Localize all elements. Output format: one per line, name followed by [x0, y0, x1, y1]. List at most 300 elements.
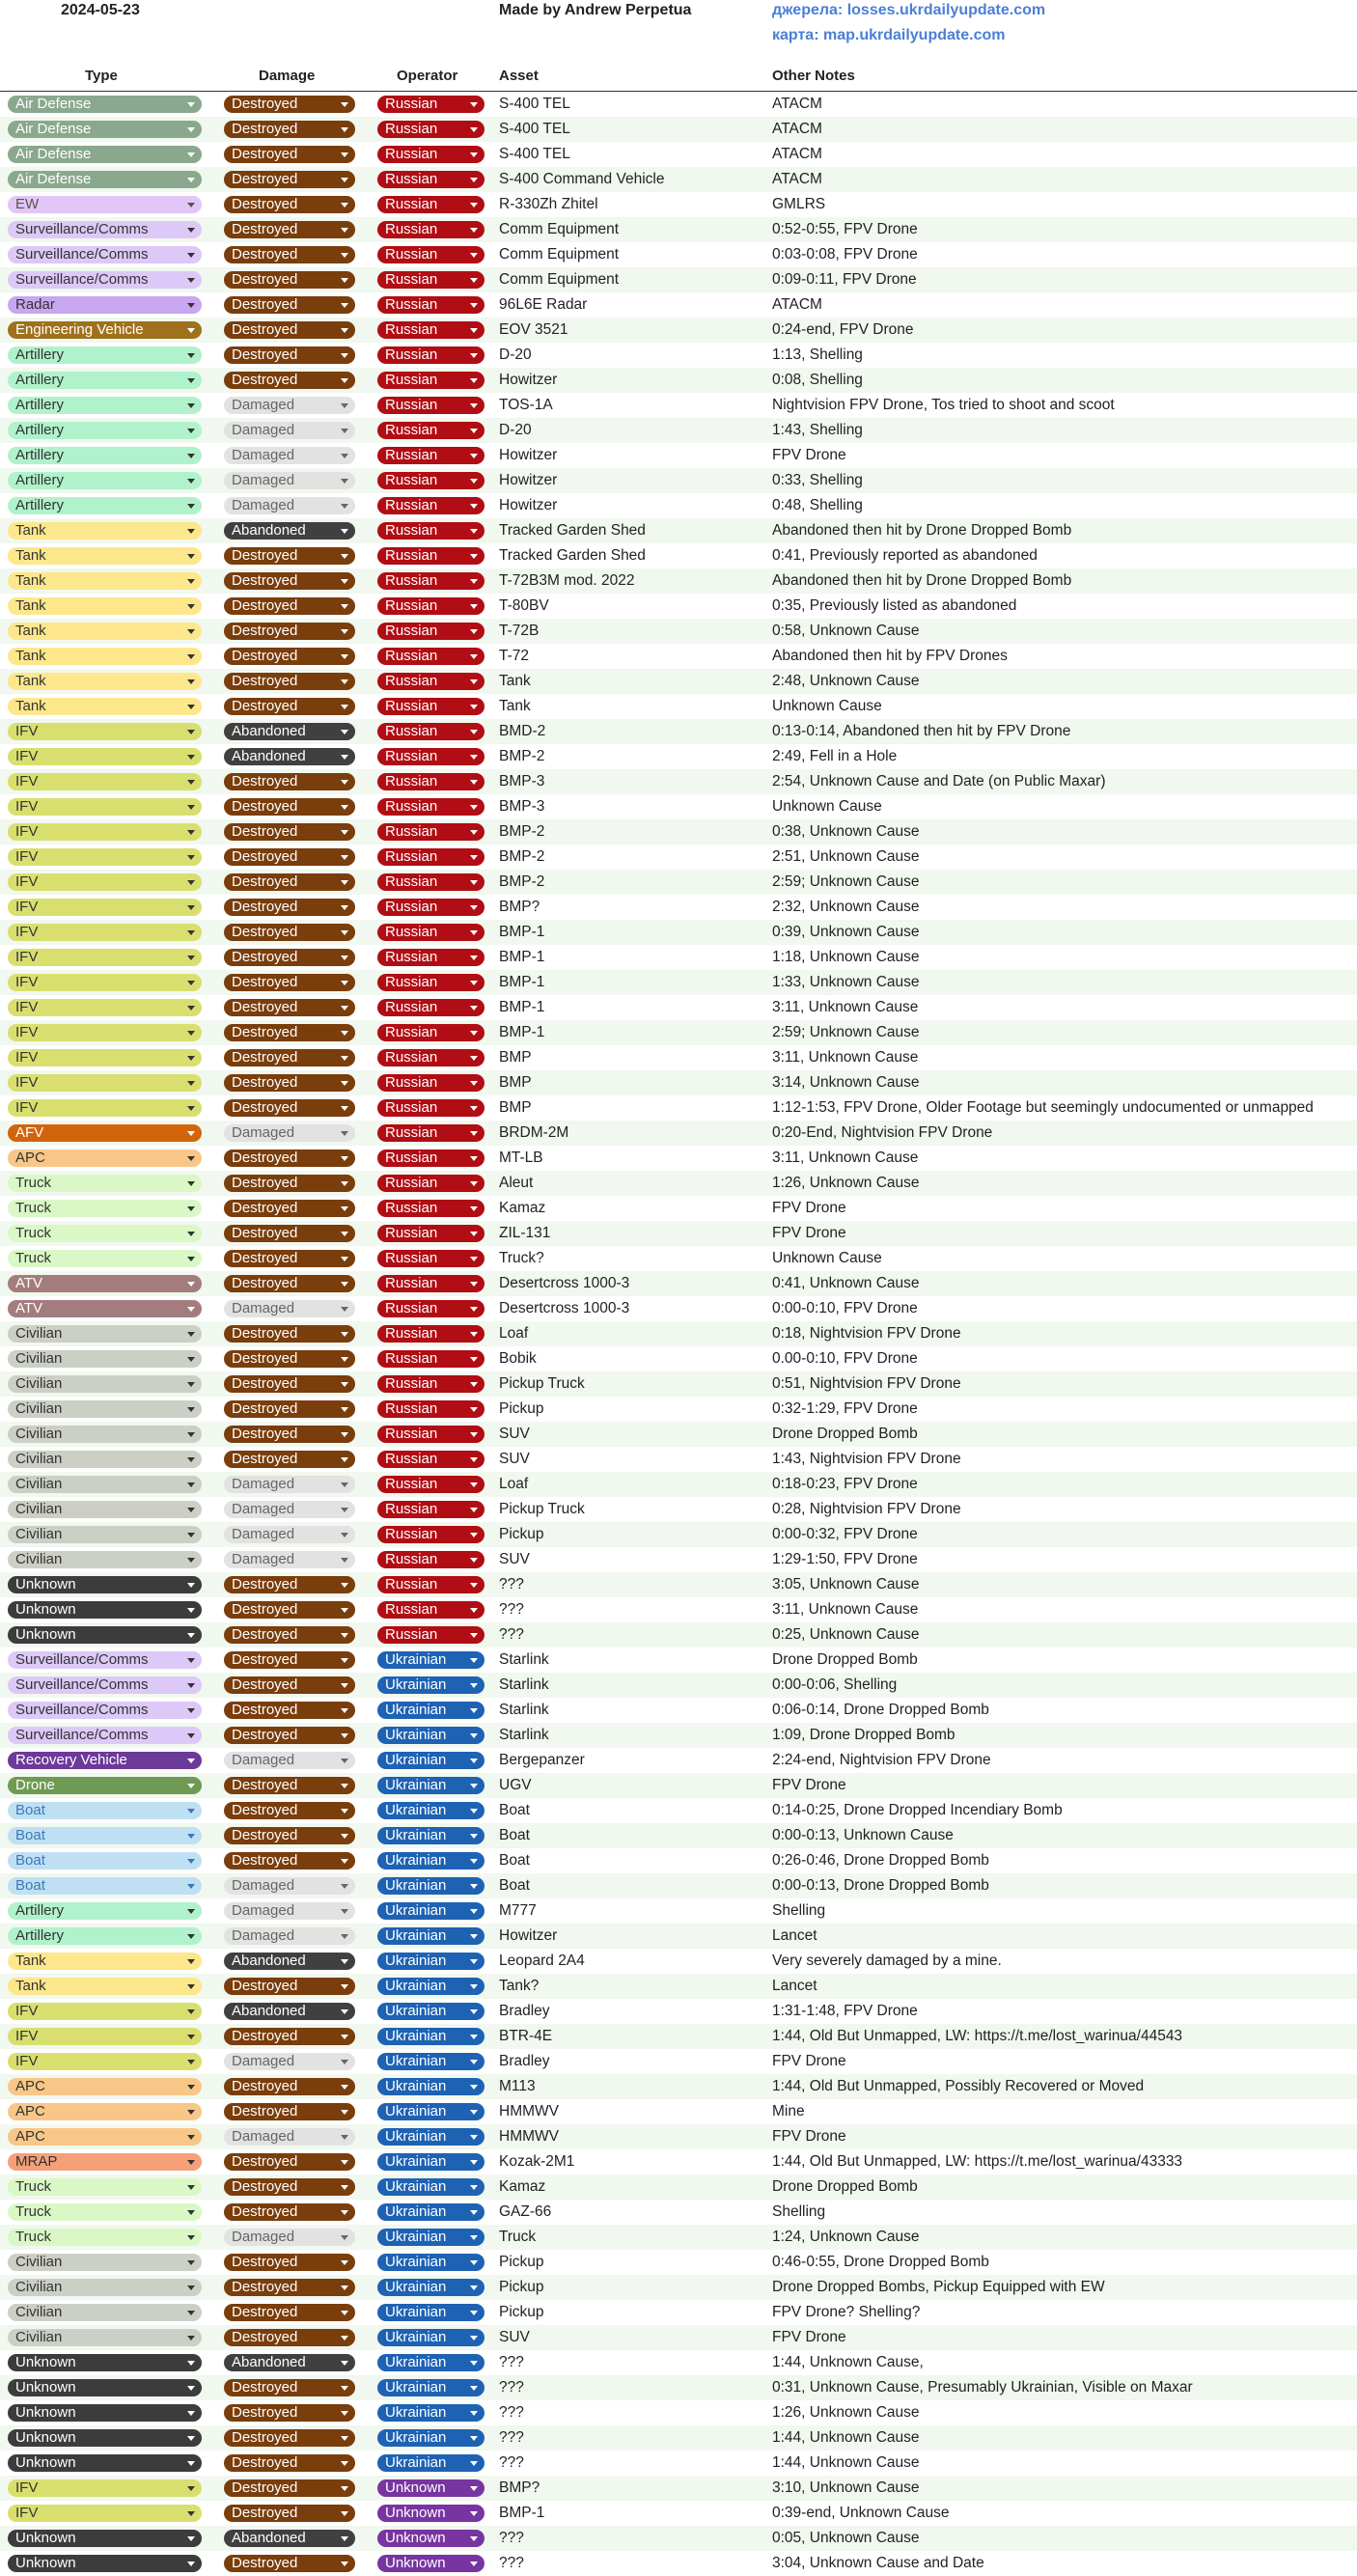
type-dropdown[interactable] — [8, 1476, 202, 1493]
type-dropdown[interactable] — [8, 2254, 202, 2271]
type-dropdown[interactable] — [8, 1074, 202, 1092]
operator-dropdown[interactable] — [377, 447, 485, 464]
operator-dropdown[interactable] — [377, 2530, 485, 2547]
operator-dropdown[interactable] — [377, 2003, 485, 2020]
operator-dropdown[interactable] — [377, 899, 485, 916]
type-dropdown[interactable] — [8, 623, 202, 640]
operator-dropdown[interactable] — [377, 296, 485, 314]
type-dropdown[interactable] — [8, 1175, 202, 1192]
operator-dropdown[interactable] — [377, 673, 485, 690]
type-dropdown[interactable] — [8, 1275, 202, 1292]
type-dropdown[interactable] — [8, 1651, 202, 1669]
operator-dropdown[interactable] — [377, 1375, 485, 1393]
damage-dropdown[interactable] — [224, 848, 355, 866]
operator-dropdown[interactable] — [377, 1601, 485, 1619]
operator-dropdown[interactable] — [377, 2153, 485, 2171]
damage-dropdown[interactable] — [224, 924, 355, 941]
type-dropdown[interactable] — [8, 271, 202, 289]
operator-dropdown[interactable] — [377, 547, 485, 565]
type-dropdown[interactable] — [8, 96, 202, 113]
operator-dropdown[interactable] — [377, 2304, 485, 2321]
damage-dropdown[interactable] — [224, 2078, 355, 2095]
damage-dropdown[interactable] — [224, 1074, 355, 1092]
type-dropdown[interactable] — [8, 597, 202, 615]
damage-dropdown[interactable] — [224, 2479, 355, 2497]
operator-dropdown[interactable] — [377, 1752, 485, 1769]
operator-dropdown[interactable] — [377, 1300, 485, 1317]
damage-dropdown[interactable] — [224, 346, 355, 364]
operator-dropdown[interactable] — [377, 1501, 485, 1518]
type-dropdown[interactable] — [8, 2555, 202, 2572]
damage-dropdown[interactable] — [224, 2555, 355, 2572]
damage-dropdown[interactable] — [224, 1777, 355, 1794]
operator-dropdown[interactable] — [377, 2479, 485, 2497]
operator-dropdown[interactable] — [377, 572, 485, 590]
type-dropdown[interactable] — [8, 748, 202, 765]
damage-dropdown[interactable] — [224, 2028, 355, 2045]
operator-dropdown[interactable] — [377, 1526, 485, 1543]
operator-dropdown[interactable] — [377, 1024, 485, 1041]
damage-dropdown[interactable] — [224, 1978, 355, 1995]
type-dropdown[interactable] — [8, 2429, 202, 2447]
type-dropdown[interactable] — [8, 246, 202, 263]
damage-dropdown[interactable] — [224, 572, 355, 590]
type-dropdown[interactable] — [8, 974, 202, 991]
damage-dropdown[interactable] — [224, 1852, 355, 1870]
operator-dropdown[interactable] — [377, 848, 485, 866]
damage-dropdown[interactable] — [224, 773, 355, 790]
operator-dropdown[interactable] — [377, 96, 485, 113]
type-dropdown[interactable] — [8, 2530, 202, 2547]
type-dropdown[interactable] — [8, 1024, 202, 1041]
damage-dropdown[interactable] — [224, 321, 355, 339]
operator-dropdown[interactable] — [377, 1400, 485, 1418]
operator-dropdown[interactable] — [377, 1150, 485, 1167]
operator-dropdown[interactable] — [377, 1626, 485, 1644]
operator-dropdown[interactable] — [377, 999, 485, 1016]
type-dropdown[interactable] — [8, 1400, 202, 1418]
damage-dropdown[interactable] — [224, 1375, 355, 1393]
operator-dropdown[interactable] — [377, 1250, 485, 1267]
type-dropdown[interactable] — [8, 1526, 202, 1543]
damage-dropdown[interactable] — [224, 2053, 355, 2070]
damage-dropdown[interactable] — [224, 974, 355, 991]
damage-dropdown[interactable] — [224, 221, 355, 238]
damage-dropdown[interactable] — [224, 196, 355, 213]
type-dropdown[interactable] — [8, 1626, 202, 1644]
map-link[interactable]: карта: map.ukrdailyupdate.com — [772, 27, 1006, 43]
damage-dropdown[interactable] — [224, 1626, 355, 1644]
type-dropdown[interactable] — [8, 146, 202, 163]
operator-dropdown[interactable] — [377, 2454, 485, 2472]
type-dropdown[interactable] — [8, 1676, 202, 1694]
type-dropdown[interactable] — [8, 2003, 202, 2020]
damage-dropdown[interactable] — [224, 2153, 355, 2171]
operator-dropdown[interactable] — [377, 2028, 485, 2045]
damage-dropdown[interactable] — [224, 121, 355, 138]
damage-dropdown[interactable] — [224, 1150, 355, 1167]
damage-dropdown[interactable] — [224, 1676, 355, 1694]
type-dropdown[interactable] — [8, 2128, 202, 2146]
damage-dropdown[interactable] — [224, 447, 355, 464]
type-dropdown[interactable] — [8, 924, 202, 941]
type-dropdown[interactable] — [8, 1902, 202, 1920]
damage-dropdown[interactable] — [224, 1426, 355, 1443]
operator-dropdown[interactable] — [377, 1099, 485, 1117]
damage-dropdown[interactable] — [224, 2429, 355, 2447]
type-dropdown[interactable] — [8, 296, 202, 314]
type-dropdown[interactable] — [8, 1300, 202, 1317]
operator-dropdown[interactable] — [377, 2279, 485, 2296]
type-dropdown[interactable] — [8, 2028, 202, 2045]
damage-dropdown[interactable] — [224, 1827, 355, 1844]
type-dropdown[interactable] — [8, 2379, 202, 2396]
operator-dropdown[interactable] — [377, 1049, 485, 1066]
operator-dropdown[interactable] — [377, 1451, 485, 1468]
damage-dropdown[interactable] — [224, 2128, 355, 2146]
operator-dropdown[interactable] — [377, 171, 485, 188]
type-dropdown[interactable] — [8, 848, 202, 866]
operator-dropdown[interactable] — [377, 1551, 485, 1568]
type-dropdown[interactable] — [8, 346, 202, 364]
operator-dropdown[interactable] — [377, 949, 485, 966]
operator-dropdown[interactable] — [377, 397, 485, 414]
operator-dropdown[interactable] — [377, 1350, 485, 1368]
operator-dropdown[interactable] — [377, 2053, 485, 2070]
damage-dropdown[interactable] — [224, 1877, 355, 1895]
type-dropdown[interactable] — [8, 2304, 202, 2321]
operator-dropdown[interactable] — [377, 472, 485, 489]
type-dropdown[interactable] — [8, 1877, 202, 1895]
operator-dropdown[interactable] — [377, 2078, 485, 2095]
operator-dropdown[interactable] — [377, 196, 485, 213]
operator-dropdown[interactable] — [377, 648, 485, 665]
operator-dropdown[interactable] — [377, 372, 485, 389]
damage-dropdown[interactable] — [224, 1300, 355, 1317]
operator-dropdown[interactable] — [377, 271, 485, 289]
damage-dropdown[interactable] — [224, 999, 355, 1016]
type-dropdown[interactable] — [8, 949, 202, 966]
type-dropdown[interactable] — [8, 547, 202, 565]
damage-dropdown[interactable] — [224, 171, 355, 188]
damage-dropdown[interactable] — [224, 899, 355, 916]
operator-dropdown[interactable] — [377, 1727, 485, 1744]
type-dropdown[interactable] — [8, 2454, 202, 2472]
damage-dropdown[interactable] — [224, 1200, 355, 1217]
operator-dropdown[interactable] — [377, 497, 485, 514]
damage-dropdown[interactable] — [224, 648, 355, 665]
type-dropdown[interactable] — [8, 1852, 202, 1870]
damage-dropdown[interactable] — [224, 146, 355, 163]
damage-dropdown[interactable] — [224, 296, 355, 314]
operator-dropdown[interactable] — [377, 773, 485, 790]
operator-dropdown[interactable] — [377, 873, 485, 891]
operator-dropdown[interactable] — [377, 2128, 485, 2146]
operator-dropdown[interactable] — [377, 1676, 485, 1694]
damage-dropdown[interactable] — [224, 1400, 355, 1418]
type-dropdown[interactable] — [8, 2178, 202, 2196]
operator-dropdown[interactable] — [377, 2329, 485, 2346]
type-dropdown[interactable] — [8, 1927, 202, 1945]
type-dropdown[interactable] — [8, 648, 202, 665]
operator-dropdown[interactable] — [377, 1200, 485, 1217]
damage-dropdown[interactable] — [224, 1927, 355, 1945]
operator-dropdown[interactable] — [377, 974, 485, 991]
operator-dropdown[interactable] — [377, 246, 485, 263]
type-dropdown[interactable] — [8, 1827, 202, 1844]
damage-dropdown[interactable] — [224, 1124, 355, 1142]
operator-dropdown[interactable] — [377, 1802, 485, 1819]
operator-dropdown[interactable] — [377, 748, 485, 765]
type-dropdown[interactable] — [8, 823, 202, 841]
damage-dropdown[interactable] — [224, 748, 355, 765]
type-dropdown[interactable] — [8, 999, 202, 1016]
type-dropdown[interactable] — [8, 1099, 202, 1117]
type-dropdown[interactable] — [8, 422, 202, 439]
damage-dropdown[interactable] — [224, 2530, 355, 2547]
operator-dropdown[interactable] — [377, 1902, 485, 1920]
damage-dropdown[interactable] — [224, 1501, 355, 1518]
type-dropdown[interactable] — [8, 2103, 202, 2120]
damage-dropdown[interactable] — [224, 472, 355, 489]
damage-dropdown[interactable] — [224, 2304, 355, 2321]
operator-dropdown[interactable] — [377, 1978, 485, 1995]
type-dropdown[interactable] — [8, 2078, 202, 2095]
type-dropdown[interactable] — [8, 2203, 202, 2221]
operator-dropdown[interactable] — [377, 2429, 485, 2447]
damage-dropdown[interactable] — [224, 2379, 355, 2396]
operator-dropdown[interactable] — [377, 346, 485, 364]
operator-dropdown[interactable] — [377, 422, 485, 439]
type-dropdown[interactable] — [8, 798, 202, 816]
damage-dropdown[interactable] — [224, 1225, 355, 1242]
operator-dropdown[interactable] — [377, 723, 485, 740]
damage-dropdown[interactable] — [224, 2003, 355, 2020]
damage-dropdown[interactable] — [224, 2203, 355, 2221]
damage-dropdown[interactable] — [224, 1902, 355, 1920]
type-dropdown[interactable] — [8, 397, 202, 414]
damage-dropdown[interactable] — [224, 271, 355, 289]
damage-dropdown[interactable] — [224, 2254, 355, 2271]
damage-dropdown[interactable] — [224, 2354, 355, 2371]
damage-dropdown[interactable] — [224, 623, 355, 640]
type-dropdown[interactable] — [8, 723, 202, 740]
damage-dropdown[interactable] — [224, 1576, 355, 1593]
type-dropdown[interactable] — [8, 1325, 202, 1343]
type-dropdown[interactable] — [8, 2505, 202, 2522]
type-dropdown[interactable] — [8, 196, 202, 213]
damage-dropdown[interactable] — [224, 2279, 355, 2296]
operator-dropdown[interactable] — [377, 522, 485, 540]
type-dropdown[interactable] — [8, 1049, 202, 1066]
type-dropdown[interactable] — [8, 1802, 202, 1819]
type-dropdown[interactable] — [8, 1124, 202, 1142]
operator-dropdown[interactable] — [377, 1827, 485, 1844]
type-dropdown[interactable] — [8, 1426, 202, 1443]
damage-dropdown[interactable] — [224, 1651, 355, 1669]
operator-dropdown[interactable] — [377, 1927, 485, 1945]
operator-dropdown[interactable] — [377, 698, 485, 715]
damage-dropdown[interactable] — [224, 2454, 355, 2472]
type-dropdown[interactable] — [8, 1350, 202, 1368]
type-dropdown[interactable] — [8, 2229, 202, 2246]
type-dropdown[interactable] — [8, 1777, 202, 1794]
operator-dropdown[interactable] — [377, 321, 485, 339]
operator-dropdown[interactable] — [377, 1124, 485, 1142]
operator-dropdown[interactable] — [377, 597, 485, 615]
damage-dropdown[interactable] — [224, 1752, 355, 1769]
type-dropdown[interactable] — [8, 1375, 202, 1393]
type-dropdown[interactable] — [8, 321, 202, 339]
damage-dropdown[interactable] — [224, 1727, 355, 1744]
operator-dropdown[interactable] — [377, 1953, 485, 1970]
operator-dropdown[interactable] — [377, 2254, 485, 2271]
type-dropdown[interactable] — [8, 773, 202, 790]
operator-dropdown[interactable] — [377, 146, 485, 163]
damage-dropdown[interactable] — [224, 547, 355, 565]
type-dropdown[interactable] — [8, 447, 202, 464]
damage-dropdown[interactable] — [224, 1702, 355, 1719]
damage-dropdown[interactable] — [224, 723, 355, 740]
type-dropdown[interactable] — [8, 2153, 202, 2171]
operator-dropdown[interactable] — [377, 2178, 485, 2196]
type-dropdown[interactable] — [8, 1727, 202, 1744]
damage-dropdown[interactable] — [224, 949, 355, 966]
type-dropdown[interactable] — [8, 1250, 202, 1267]
type-dropdown[interactable] — [8, 1501, 202, 1518]
operator-dropdown[interactable] — [377, 1777, 485, 1794]
operator-dropdown[interactable] — [377, 2354, 485, 2371]
type-dropdown[interactable] — [8, 1551, 202, 1568]
damage-dropdown[interactable] — [224, 698, 355, 715]
operator-dropdown-label: Ukrainian — [385, 2454, 447, 2471]
type-dropdown[interactable] — [8, 673, 202, 690]
damage-dropdown[interactable] — [224, 2329, 355, 2346]
operator-dropdown[interactable] — [377, 1175, 485, 1192]
damage-dropdown[interactable] — [224, 1551, 355, 1568]
operator-dropdown[interactable] — [377, 1074, 485, 1092]
type-dropdown[interactable] — [8, 2354, 202, 2371]
type-dropdown[interactable] — [8, 522, 202, 540]
type-dropdown[interactable] — [8, 1576, 202, 1593]
damage-dropdown[interactable] — [224, 1250, 355, 1267]
operator-dropdown[interactable] — [377, 1651, 485, 1669]
damage-dropdown[interactable] — [224, 2505, 355, 2522]
operator-dropdown[interactable] — [377, 121, 485, 138]
type-dropdown[interactable] — [8, 572, 202, 590]
damage-dropdown[interactable] — [224, 1802, 355, 1819]
damage-dropdown[interactable] — [224, 1275, 355, 1292]
type-dropdown[interactable] — [8, 2279, 202, 2296]
operator-dropdown[interactable] — [377, 2555, 485, 2572]
type-dropdown[interactable] — [8, 1150, 202, 1167]
operator-dropdown[interactable] — [377, 2229, 485, 2246]
damage-dropdown[interactable] — [224, 2404, 355, 2422]
damage-dropdown[interactable] — [224, 246, 355, 263]
damage-dropdown[interactable] — [224, 1451, 355, 1468]
type-dropdown[interactable] — [8, 698, 202, 715]
damage-dropdown[interactable] — [224, 2229, 355, 2246]
type-dropdown[interactable] — [8, 1601, 202, 1619]
damage-dropdown[interactable] — [224, 673, 355, 690]
type-dropdown[interactable] — [8, 2404, 202, 2422]
damage-dropdown[interactable] — [224, 2178, 355, 2196]
operator-dropdown[interactable] — [377, 1576, 485, 1593]
type-dropdown[interactable] — [8, 1451, 202, 1468]
type-dropdown[interactable] — [8, 171, 202, 188]
type-dropdown[interactable] — [8, 1702, 202, 1719]
damage-dropdown[interactable] — [224, 2103, 355, 2120]
damage-dropdown[interactable] — [224, 1526, 355, 1543]
operator-dropdown[interactable] — [377, 1426, 485, 1443]
damage-dropdown[interactable] — [224, 1099, 355, 1117]
type-dropdown[interactable] — [8, 1752, 202, 1769]
operator-dropdown[interactable] — [377, 798, 485, 816]
damage-dropdown[interactable] — [224, 873, 355, 891]
operator-dropdown[interactable] — [377, 1275, 485, 1292]
operator-dropdown[interactable] — [377, 2203, 485, 2221]
type-dropdown[interactable] — [8, 221, 202, 238]
damage-dropdown[interactable] — [224, 1953, 355, 1970]
damage-dropdown[interactable] — [224, 372, 355, 389]
damage-dropdown[interactable] — [224, 597, 355, 615]
operator-dropdown[interactable] — [377, 1852, 485, 1870]
operator-dropdown[interactable] — [377, 2379, 485, 2396]
damage-dropdown[interactable] — [224, 1601, 355, 1619]
damage-dropdown[interactable] — [224, 1024, 355, 1041]
type-dropdown[interactable] — [8, 372, 202, 389]
operator-dropdown[interactable] — [377, 1476, 485, 1493]
damage-dropdown[interactable] — [224, 497, 355, 514]
type-dropdown[interactable] — [8, 1200, 202, 1217]
operator-dropdown[interactable] — [377, 1877, 485, 1895]
type-dropdown[interactable] — [8, 1225, 202, 1242]
damage-dropdown[interactable] — [224, 1175, 355, 1192]
operator-dropdown[interactable] — [377, 221, 485, 238]
damage-dropdown[interactable] — [224, 422, 355, 439]
operator-dropdown[interactable] — [377, 924, 485, 941]
type-dropdown[interactable] — [8, 472, 202, 489]
damage-dropdown[interactable] — [224, 798, 355, 816]
operator-dropdown[interactable] — [377, 1325, 485, 1343]
operator-dropdown[interactable] — [377, 623, 485, 640]
operator-dropdown[interactable] — [377, 2505, 485, 2522]
damage-dropdown[interactable] — [224, 1325, 355, 1343]
type-dropdown[interactable] — [8, 2479, 202, 2497]
operator-dropdown[interactable] — [377, 2404, 485, 2422]
damage-dropdown[interactable] — [224, 823, 355, 841]
type-dropdown[interactable] — [8, 1978, 202, 1995]
damage-dropdown[interactable] — [224, 397, 355, 414]
sources-link[interactable]: джерела: losses.ukrdailyupdate.com — [772, 2, 1046, 18]
type-dropdown[interactable] — [8, 2329, 202, 2346]
damage-dropdown[interactable] — [224, 96, 355, 113]
operator-dropdown[interactable] — [377, 2103, 485, 2120]
operator-dropdown[interactable] — [377, 1225, 485, 1242]
operator-dropdown[interactable] — [377, 823, 485, 841]
damage-dropdown[interactable] — [224, 1049, 355, 1066]
damage-dropdown[interactable] — [224, 522, 355, 540]
type-dropdown[interactable] — [8, 873, 202, 891]
operator-dropdown[interactable] — [377, 1702, 485, 1719]
damage-dropdown[interactable] — [224, 1476, 355, 1493]
type-dropdown[interactable] — [8, 2053, 202, 2070]
damage-dropdown[interactable] — [224, 1350, 355, 1368]
type-dropdown[interactable] — [8, 899, 202, 916]
type-dropdown[interactable] — [8, 1953, 202, 1970]
type-dropdown[interactable] — [8, 121, 202, 138]
type-dropdown[interactable] — [8, 497, 202, 514]
